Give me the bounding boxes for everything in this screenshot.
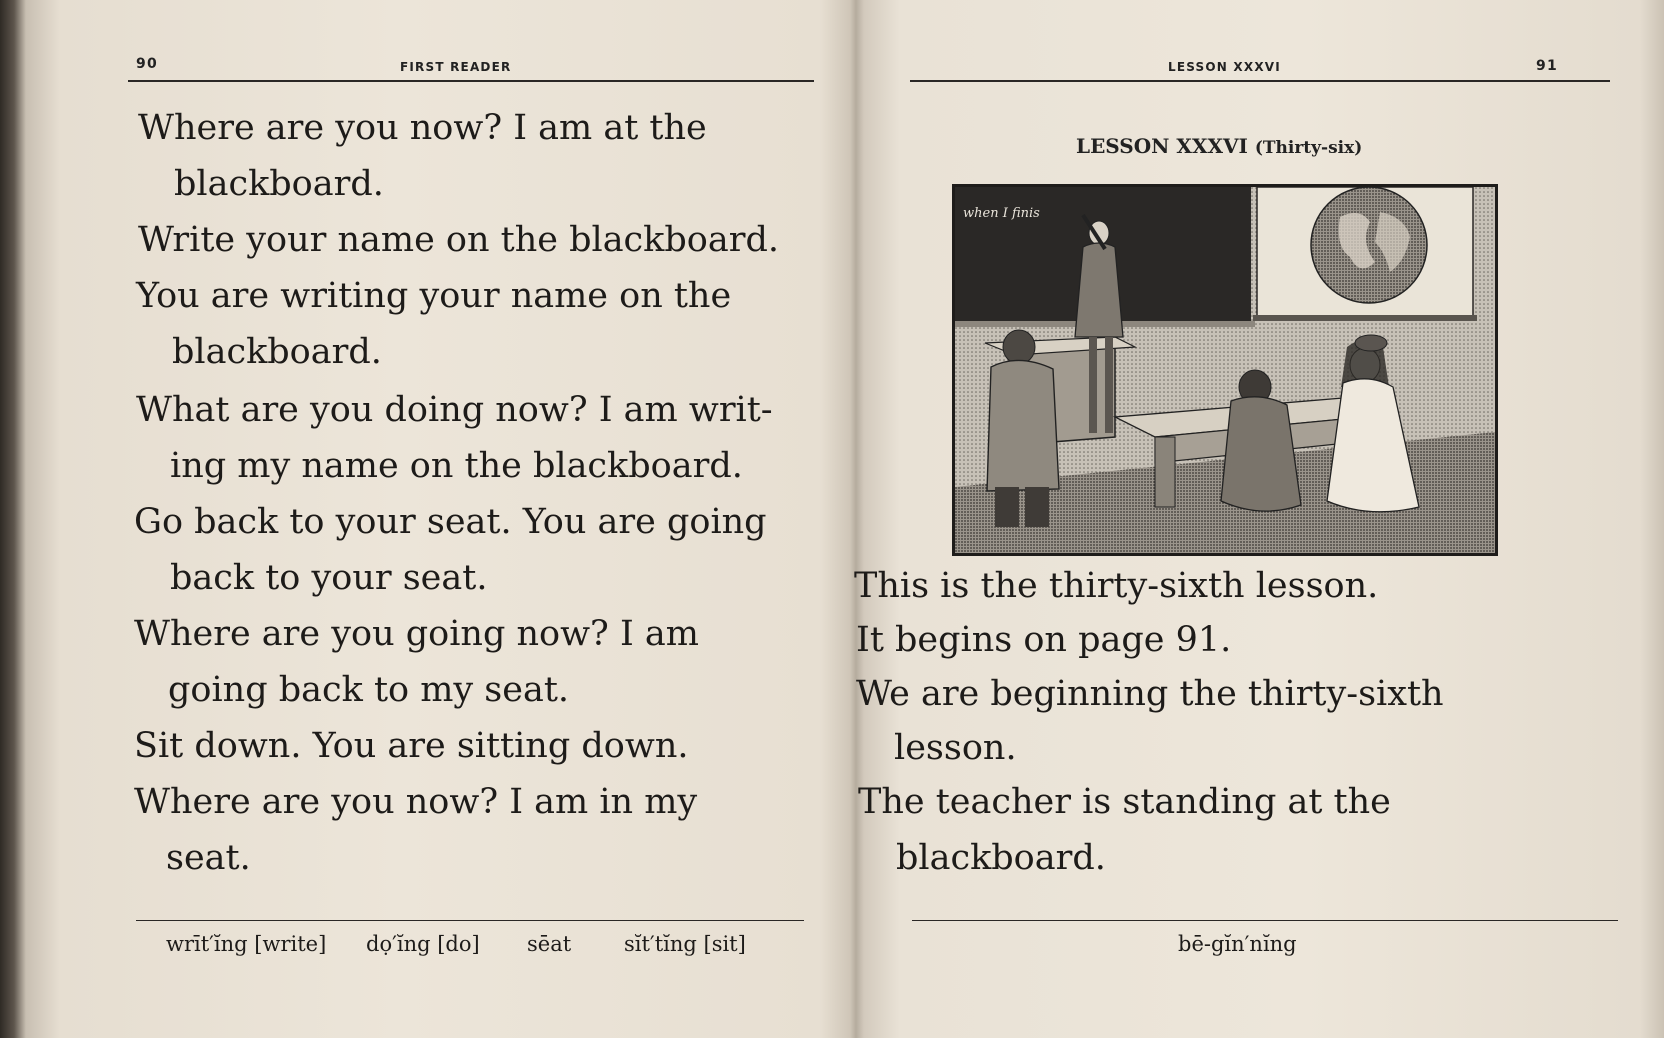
footnote-word: sĭt′tĭng [sit] <box>624 932 746 956</box>
running-head: LESSON XXXVI <box>1168 60 1281 74</box>
lesson-title <box>1076 134 1362 158</box>
text-line: blackboard. <box>172 332 382 372</box>
text-line: We are beginning the thirty-sixth <box>856 674 1444 714</box>
text-line: It begins on page 91. <box>856 620 1232 660</box>
footnote-word: sēat <box>527 932 572 956</box>
text-line: Go back to your seat. You are going <box>134 502 767 542</box>
footnote-word: bē-gĭn′nĭng <box>1178 932 1297 956</box>
text-line: blackboard. <box>896 838 1106 878</box>
footnote-rule <box>136 920 804 921</box>
text-line: Where are you now? I am at the <box>138 108 707 148</box>
text-line: This is the thirty-sixth lesson. <box>854 566 1379 606</box>
page-number: 91 <box>1536 58 1558 74</box>
text-line: Sit down. You are sitting down. <box>134 726 689 766</box>
running-head: FIRST READER <box>400 60 512 74</box>
footnote-word: dọ′ĭng [do] <box>366 932 480 956</box>
lesson-title-text: LESSON XXXVI <box>1076 134 1248 158</box>
text-line: What are you doing now? I am writ- <box>136 390 773 430</box>
text-line: Where are you now? I am in my <box>134 782 698 822</box>
text-line: Write your name on the blackboard. <box>138 220 779 260</box>
footnote-word: wrīt′ĭng [write] <box>166 932 327 956</box>
boy-figure <box>987 360 1059 491</box>
text-line: seat. <box>166 838 251 878</box>
text-line: You are writing your name on the <box>136 276 732 316</box>
blackboard-writing: when I finis <box>963 206 1040 221</box>
text-line: ing my name on the blackboard. <box>170 446 743 486</box>
text-line: Where are you going now? I am <box>134 614 699 654</box>
classroom-drawing <box>955 187 1495 553</box>
footnote-rule <box>912 920 1618 921</box>
text-line: blackboard. <box>174 164 384 204</box>
text-line: going back to my seat. <box>168 670 570 710</box>
left-page <box>30 0 850 1038</box>
text-line: lesson. <box>894 728 1017 768</box>
text-line: The teacher is standing at the <box>858 782 1391 822</box>
header-rule <box>910 80 1610 82</box>
teacher-figure <box>1075 243 1123 337</box>
page-number: 90 <box>136 56 158 72</box>
lesson-subtitle: (Thirty-six) <box>1254 138 1363 158</box>
header-rule <box>128 80 814 82</box>
classroom-illustration <box>952 184 1498 556</box>
text-line: back to your seat. <box>170 558 488 598</box>
right-page <box>854 0 1664 1038</box>
